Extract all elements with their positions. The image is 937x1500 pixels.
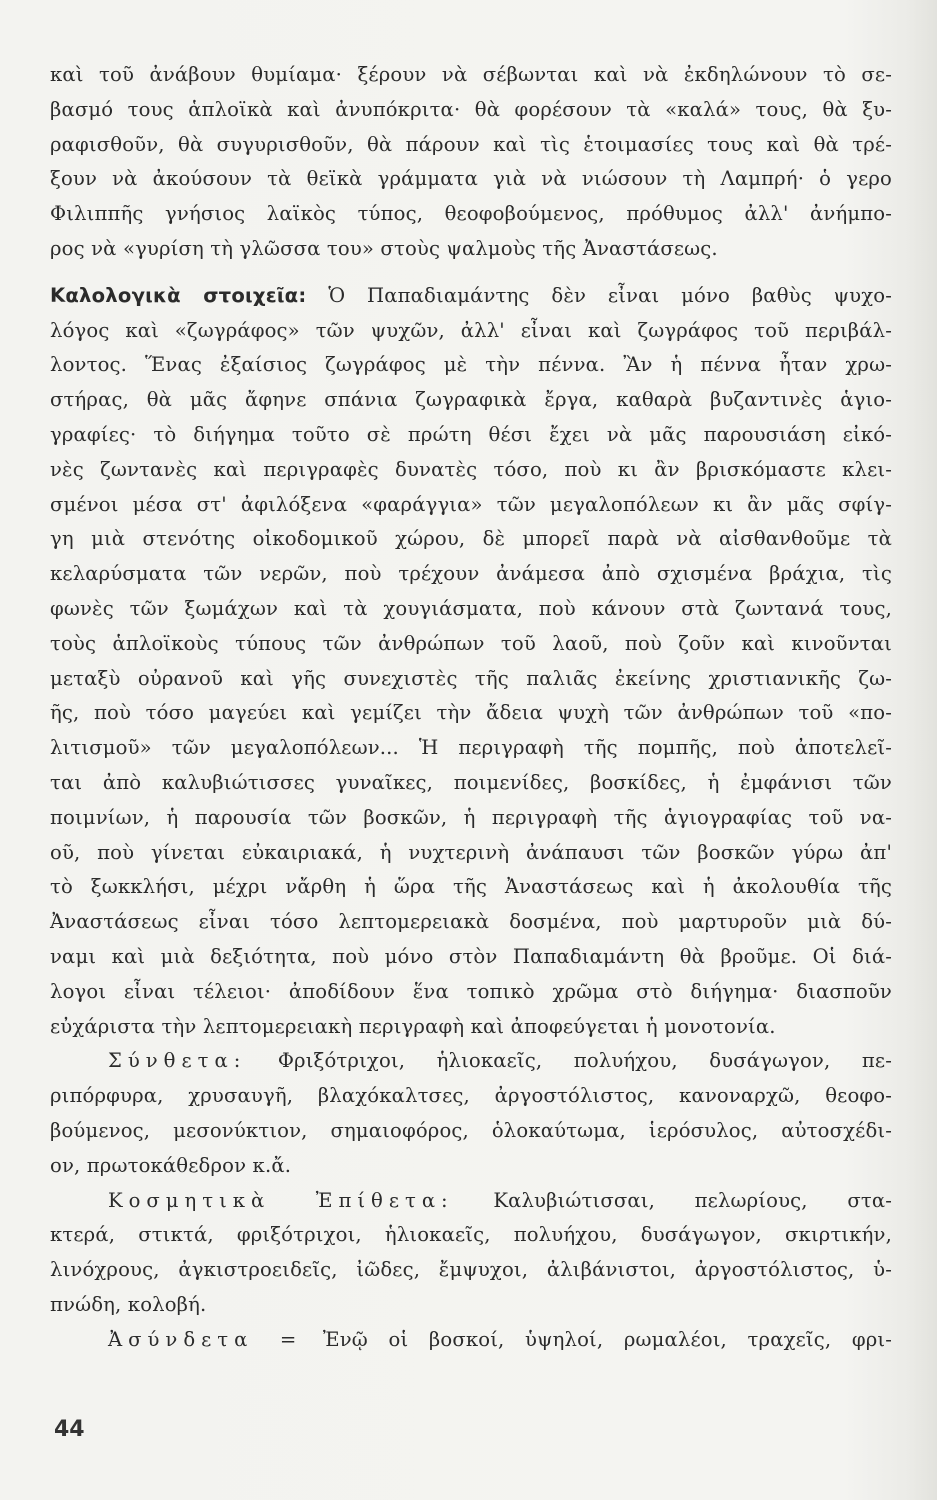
paragraph-3 <box>50 1044 892 1183</box>
text-line: ποιμνίων, ἡ παρουσία τῶν βοσκῶν, ἡ περιγραφὴ τῆς ἁγιογραφίας τοῦ να- <box>50 805 892 829</box>
text-line: βούμενος, μεσονύκτιον, σημαιοφόρος, ὁλοκαύτωμα, ἱερόσυλος, αὐτοσχέδι- <box>50 1118 892 1142</box>
text-line: κτερά, στικτά, φριξότριχοι, ἡλιοκαεῖς, πολυήχου, δυσάγωγον, σκιρτικήν, <box>50 1223 892 1247</box>
text-line: Ἀναστάσεως εἶναι τόσο λεπτομερειακὰ δοσμένα, ποὺ μαρτυροῦν μιὰ δύ- <box>50 910 892 934</box>
text-line: ται ἀπὸ καλυβιώτισσες γυναῖκες, ποιμενίδες, βοσκίδες, ἡ ἐμφάνισι τῶν <box>50 770 892 794</box>
text-line: γη μιὰ στενότης οἰκοδομικοῦ χώρου, δὲ μπορεῖ παρὰ νὰ αἰσθανθοῦμε τὰ <box>50 527 892 551</box>
text-line: γραφίες· τὸ διήγημα τοῦτο σὲ πρώτη θέσι ἔχει νὰ μᾶς παρουσιάση εἰκό- <box>50 422 892 446</box>
text-line: λιτισμοῦ» τῶν μεγαλοπόλεων... Ἡ περιγραφὴ τῆς πομπῆς, ποὺ ἀποτελεῖ- <box>50 736 892 760</box>
text-line: Κοσμητικὰ Ἐπίθετα: Καλυβιώτισσαι, πελωρίους, στα- <box>108 1188 892 1212</box>
page-number: 44 <box>54 1417 85 1442</box>
text-line: λινόχρους, ἀγκιστροειδεῖς, ἰῶδες, ἔμψυχοι, ἀλιβάνιστοι, ἀργοστόλιστος, ὑ- <box>50 1258 892 1282</box>
text-line: λόγος καὶ «ζωγράφος» τῶν ψυχῶν, ἀλλ' εἶναι καὶ ζωγράφος τοῦ περιβάλ- <box>50 318 892 342</box>
section-heading: Καλολογικὰ στοιχεῖα: <box>50 283 307 307</box>
paragraph-1 <box>50 58 892 267</box>
text-line: Ἀσύνδετα = Ἐνῷ οἱ βοσκοί, ὑψηλοί, ρωμαλέοι, τραχεῖς, φρι- <box>108 1327 892 1351</box>
term-label: Κοσμητικὰ Ἐπίθετα: <box>108 1188 454 1212</box>
text-line: εὐχάριστα τὴν λεπτομερειακὴ περιγραφὴ καὶ ἀποφεύγεται ἡ μονοτονία. <box>50 1014 776 1038</box>
text-line: οῦ, ποὺ γίνεται εὐκαιριακά, ἡ νυχτερινὴ ἀνάπαυσι τῶν βοσκῶν γύρω ἀπ' <box>50 840 892 864</box>
text-line: ξουν νὰ ἀκούσουν τὰ θεϊκὰ γράμματα γιὰ νὰ νιώσουν τὴ Λαμπρή· ὁ γερο <box>50 167 892 191</box>
paragraph-4 <box>50 1184 892 1323</box>
text-line: βασμό τους ἁπλοϊκὰ καὶ ἀνυπόκριτα· θὰ φορέσουν τὰ «καλά» τους, θὰ ξυ- <box>50 97 892 121</box>
text-line: μεταξὺ οὐρανοῦ καὶ γῆς συνεχιστὲς τῆς παλιᾶς ἐκείνης χριστιανικῆς ζω- <box>50 666 892 690</box>
text-line: Φιλιππῆς γνήσιος λαϊκὸς τύπος, θεοφοβούμενος, πρόθυμος ἀλλ' ἀνήμπο- <box>50 202 892 226</box>
text-line: νὲς ζωντανὲς καὶ περιγραφὲς δυνατὲς τόσο, ποὺ κι ἂν βρισκόμαστε κλει- <box>50 457 892 481</box>
page-text <box>50 58 892 1357</box>
text-line: ῆς, ποὺ τόσο μαγεύει καὶ γεμίζει τὴν ἄδεια ψυχὴ τῶν ἀνθρώπων τοῦ «πο- <box>50 701 892 725</box>
text-line: λοντος. Ἕνας ἐξαίσιος ζωγράφος μὲ τὴν πέννα. Ἂν ἡ πέννα ἦταν χρω- <box>50 353 892 377</box>
text-line: σμένοι μέσα στ' ἀφιλόξενα «φαράγγια» τῶν μεγαλοπόλεων κι ἂν μᾶς σφίγ- <box>50 492 892 516</box>
paragraph-5 <box>50 1323 892 1358</box>
term-label: Σύνθετα: <box>108 1049 247 1073</box>
text-line: Καλολογικὰ στοιχεῖα: Ὁ Παπαδιαμάντης δὲν εἶναι μόνο βαθὺς ψυχο- <box>50 283 892 307</box>
text-line: ραφισθοῦν, θὰ συγυρισθοῦν, θὰ πάρουν καὶ τὶς ἑτοιμασίες τους καὶ θὰ τρέ- <box>50 132 892 156</box>
text-line: ναμι καὶ μιὰ δεξιότητα, ποὺ μόνο στὸν Παπαδιαμάντη θὰ βροῦμε. Οἱ διά- <box>50 944 892 968</box>
text-line: τὸ ξωκκλήσι, μέχρι νἄρθη ἡ ὥρα τῆς Ἀναστάσεως καὶ ἡ ἀκολουθία τῆς <box>50 875 892 899</box>
text-line: στήρας, θὰ μᾶς ἄφηνε σπάνια ζωγραφικὰ ἔργα, καθαρὰ βυζαντινὲς ἁγιο- <box>50 388 892 412</box>
text-line: καὶ τοῦ ἀνάβουν θυμίαμα· ξέρουν νὰ σέβωνται καὶ νὰ ἐκδηλώνουν τὸ σε- <box>50 63 892 86</box>
text-line: ρος νὰ «γυρίση τὴ γλῶσσα του» στοὺς ψαλμοὺς τῆς Ἀναστάσεως. <box>50 236 718 260</box>
text-line: ον, πρωτοκάθεδρον κ.ἄ. <box>50 1153 292 1177</box>
text-line: λογοι εἶναι τέλειοι· ἀποδίδουν ἕνα τοπικὸ χρῶμα στὸ διήγημα· διασποῦν <box>50 979 892 1003</box>
text-line: πνώδη, κολοβή. <box>50 1292 207 1316</box>
term-label: Ἀσύνδετα = <box>108 1327 303 1351</box>
text-line: φωνὲς τῶν ξωμάχων καὶ τὰ χουγιάσματα, ποὺ κάνουν στὰ ζωντανά τους, <box>50 596 892 620</box>
text-line: κελαρύσματα τῶν νερῶν, ποὺ τρέχουν ἀνάμεσα ἀπὸ σχισμένα βράχια, τὶς <box>50 562 892 586</box>
text-line: τοὺς ἁπλοϊκοὺς τύπους τῶν ἀνθρώπων τοῦ λαοῦ, ποὺ ζοῦν καὶ κινοῦνται <box>50 631 892 655</box>
text-line: ριπόρφυρα, χρυσαυγῆ, βλαχόκαλτσες, ἀργοστόλιστος, κανοναρχῶ, θεοφο- <box>50 1084 892 1108</box>
text-line: Σύνθετα: Φριξότριχοι, ἡλιοκαεῖς, πολυήχου, δυσάγωγον, πε- <box>108 1049 892 1073</box>
paragraph-2 <box>50 279 892 1045</box>
